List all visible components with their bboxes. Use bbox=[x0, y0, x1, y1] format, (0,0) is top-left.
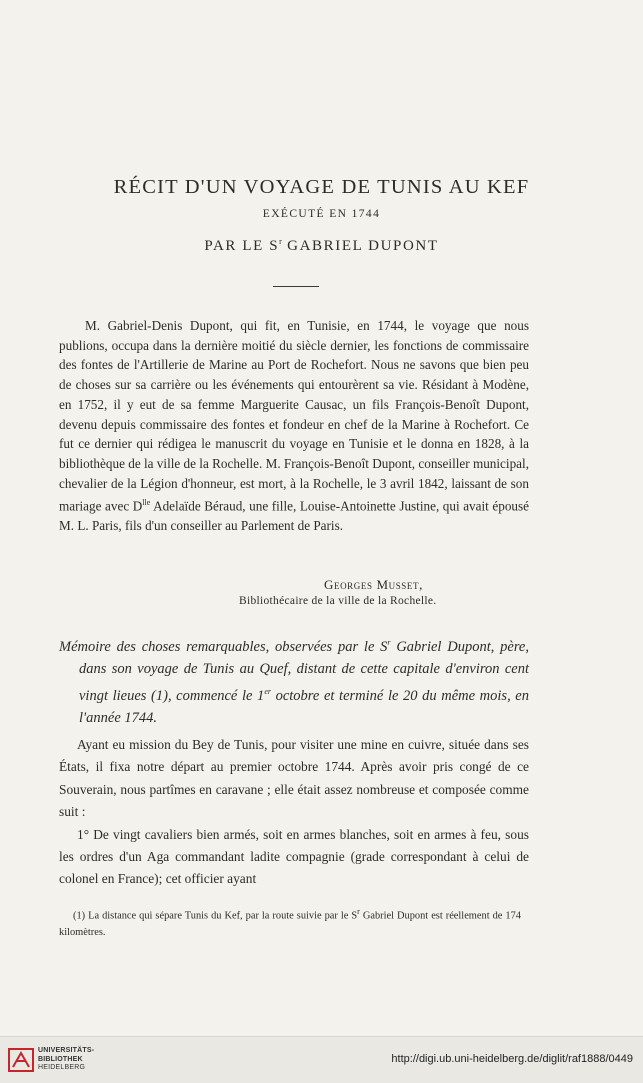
document-author bbox=[0, 237, 643, 255]
footnote bbox=[59, 903, 521, 941]
permalink-url[interactable]: http://digi.ub.uni-heidelberg.de/diglit/raf1888/0449 bbox=[391, 1053, 633, 1065]
author-sup: r bbox=[279, 237, 282, 246]
memoir-sup-2: er bbox=[264, 687, 271, 697]
footnote-sup: r bbox=[357, 907, 360, 916]
library-name bbox=[38, 1047, 94, 1073]
viewer-footer bbox=[0, 1036, 643, 1083]
title-rule bbox=[273, 286, 319, 287]
library-line-1: UNIVERSITÄTS- bbox=[38, 1047, 95, 1054]
body-text bbox=[59, 734, 529, 891]
body-paragraph: Ayant eu mission du Bey de Tunis, pour visiter une mine en cuivre, située dans ses États, il fixa notre départ au premier octobre 1744. Après avoir pris congé de ce Souverain, nous partîmes en caravane ; elle était assez nombreuse et composée comme suit : bbox=[59, 737, 529, 820]
author-prefix: PAR LE S bbox=[204, 238, 280, 254]
memoir-text-2: Gabriel Dupont, père, dans son voyage de Tunis au Quef, distant de cette capitale d'environ cent vingt lieues (1), commencé le 1 bbox=[79, 638, 529, 704]
author-name: GABRIEL DUPONT bbox=[281, 238, 439, 254]
memoir-text-1: Mémoire des choses remarquables, observées par le S bbox=[59, 638, 388, 655]
intro-text-2: Adelaïde Béraud, une fille, Louise-Antoinette Justine, qui avait épousé M. L. Paris, fils d'un conseiller au Parlement de Paris. bbox=[59, 498, 529, 534]
footnote-text-2: Gabriel Dupont est réellement de 174 kilomètres. bbox=[59, 910, 521, 939]
memoir-sup-1: r bbox=[387, 638, 391, 647]
library-line-3: HEIDELBERG bbox=[38, 1064, 86, 1071]
intro-paragraph bbox=[59, 316, 529, 536]
footnote-text-1: (1) La distance qui sépare Tunis du Kef, par la route suivie par le S bbox=[73, 910, 358, 922]
body-paragraph: 1° De vingt cavaliers bien armés, soit en armes blanches, soit en armes à feu, sous les ordres d'un Aga commandant ladite compagnie (grade correspondant à celui de colonel en France); cet officier ayant bbox=[59, 826, 529, 887]
memoir-text-3: octobre et terminé le 20 du même mois, en l'année 1744. bbox=[79, 687, 529, 727]
document-title: RÉCIT D'UN VOYAGE DE TUNIS AU KEF bbox=[113, 176, 530, 198]
document-subtitle: EXÉCUTÉ EN 1744 bbox=[262, 208, 381, 220]
heidelberg-library-logo-icon[interactable] bbox=[8, 1046, 34, 1074]
intro-sup: lle bbox=[142, 498, 151, 508]
library-line-2: BIBLIOTHEK bbox=[38, 1055, 83, 1063]
signature-name: Georges Musset, bbox=[324, 577, 423, 592]
signature-role: Bibliothécaire de la ville de la Rochelle. bbox=[239, 595, 437, 607]
intro-text-1: M. Gabriel-Denis Dupont, qui fit, en Tunisie, en 1744, le voyage que nous publions, occupa dans la dernière moitié du siècle dernier, les fonctions de commissaire des fontes de l'Artillerie de Marine au Port de Rochefort. Nous ne savons que bien peu de choses sur sa carrière ou les événements qui entourèrent sa vie. Résidant à Modène, en 1752, il y eut de sa femme Marguerite Causac, un fils François-Benoît Dupont, devenu depuis commissaire des fontes et fondeur en chef de la Marine à Rochefort. Ce fut ce dernier qui rédigea le manuscrit du voyage en Tunisie et le donna en 1828, à la bibliothèque de la ville de la Rochelle. M. François-Benoît Dupont, conseiller municipal, chevalier de la Légion d'honneur, est mort, à la Rochelle, le 3 avril 1842, laissant de son mariage avec D bbox=[59, 318, 529, 514]
memoir-heading bbox=[59, 632, 529, 730]
